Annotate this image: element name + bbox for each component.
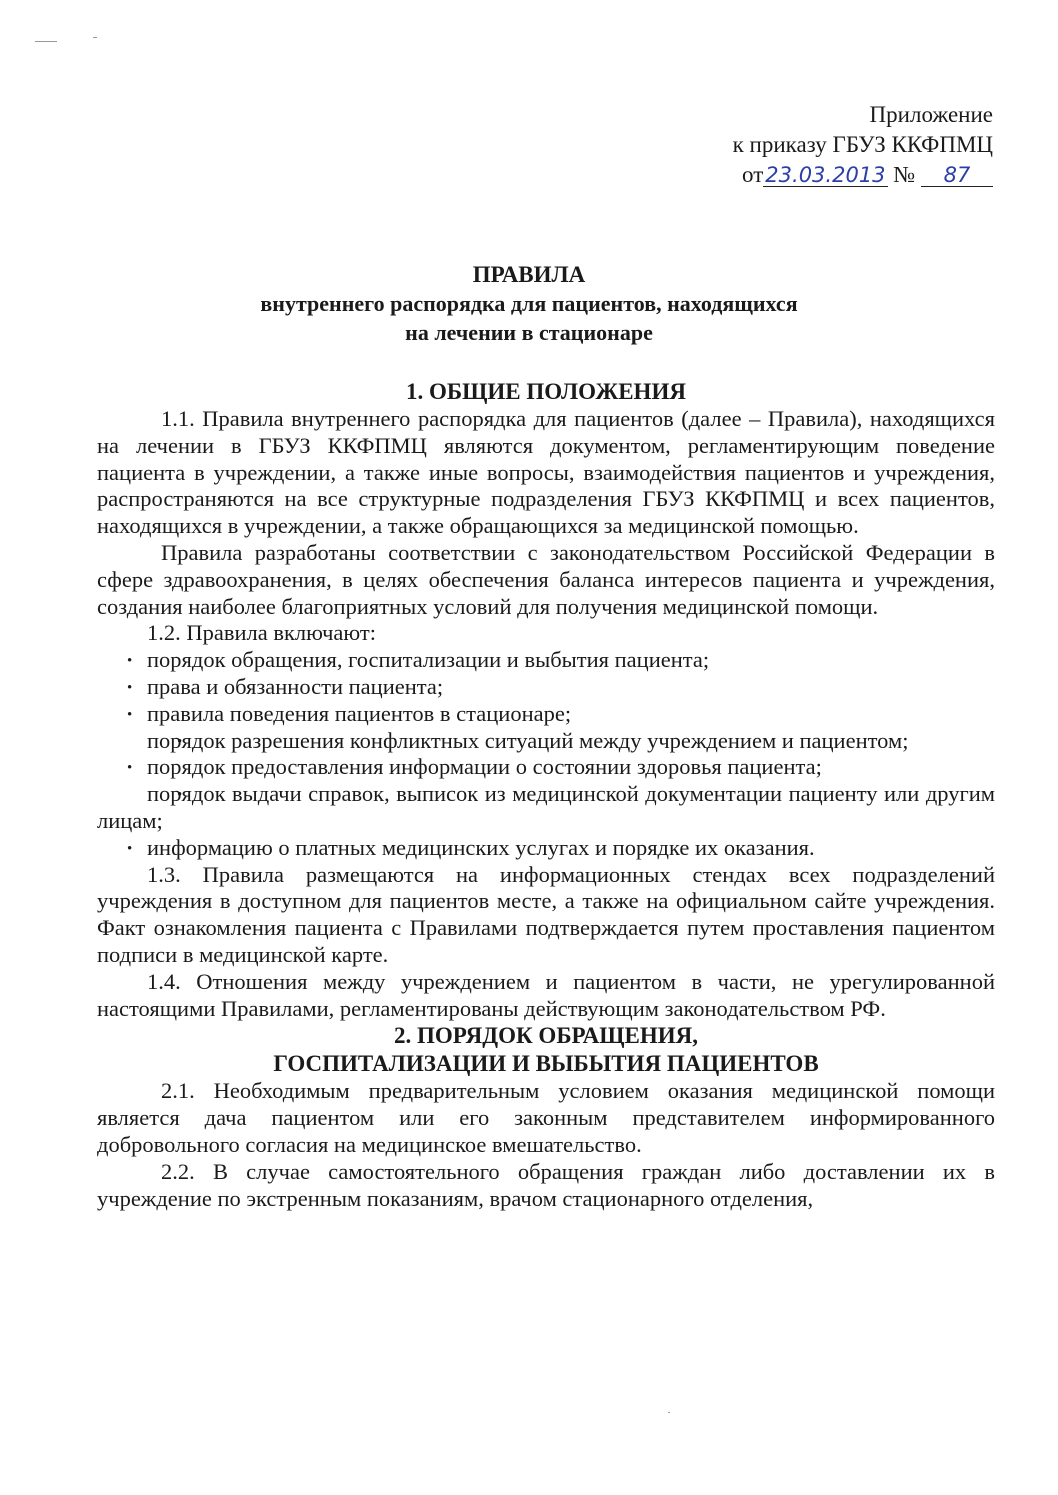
list-item: • порядок разрешения конфликтных ситуаций между учреждением и пациентом; xyxy=(97,728,995,755)
number-sign: № xyxy=(893,162,916,187)
order-date-number-line xyxy=(733,160,993,190)
paragraph-2-2: 2.2. В случае самостоятельного обращения граждан либо доставлении их в учреждение по экстренным показаниям, врачом стационарного отделения, xyxy=(97,1158,995,1211)
paragraph-1-2: 1.2. Правила включают: xyxy=(147,620,376,646)
paragraph-1-4: 1.4. Отношения между учреждением и пациентом в части, не урегулированной настоящими Правилами, регламентированы действующим законодательством РФ. xyxy=(97,968,995,1021)
document-body xyxy=(97,378,995,1212)
list-item: • порядок обращения, госпитализации и выбытия пациента; xyxy=(97,647,995,674)
order-reference: к приказу ГБУЗ ККФПМЦ xyxy=(732,132,993,157)
list-item: • правила поведения пациентов в стационаре; xyxy=(97,701,995,728)
paragraph-2-1: 2.1. Необходимым предварительным условием оказания медицинской помощи является дача пациентом или его законным представителем информированного добровольного согласия на медицинское вмешательство. xyxy=(97,1078,995,1157)
scan-speck xyxy=(93,37,97,38)
date-prefix: от xyxy=(742,162,764,187)
paragraph-1-3: 1.3. Правила размещаются на информационных стендах всех подразделений учреждения в доступном для пациентов месте, а также на официальном сайте учреждения. Факт ознакомления пациента с Правилами подтверждается путем проставления пациентом подписи в медицинской карте. xyxy=(97,861,995,967)
section-2-heading-line1: 2. ПОРЯДОК ОБРАЩЕНИЯ, xyxy=(394,1023,698,1049)
document-subtitle-line1: внутреннего распорядка для пациентов, находящихся xyxy=(260,291,798,316)
list-item: • права и обязанности пациента; xyxy=(97,674,995,701)
list-item: • порядок выдачи справок, выписок из медицинской документации пациенту или другим лицам; xyxy=(97,781,995,835)
handwritten-date: 23.03.2013 xyxy=(765,163,886,187)
list-item: • информацию о платных медицинских услугах и порядке их оказания. xyxy=(97,835,995,862)
appendix-label: Приложение xyxy=(869,102,993,127)
scan-speck xyxy=(35,41,57,42)
appendix-block xyxy=(733,100,993,190)
paragraph-1-1: 1.1. Правила внутреннего распорядка для пациентов (далее – Правила), находящихся на лечении в ГБУЗ ККФПМЦ являются документом, регламентирующим поведение пациента в учреждении, а также иные вопросы, взаимодействия пациентов и учреждения, распространяются на все структурные подразделения ГБУЗ ККФПМЦ и всех пациентов, находящихся в учреждении, а также обращающихся за медицинской помощью. xyxy=(97,406,995,539)
list-item: • порядок предоставления информации о состоянии здоровья пациента; xyxy=(97,754,995,781)
section-2-heading-line2: ГОСПИТАЛИЗАЦИИ И ВЫБЫТИЯ ПАЦИЕНТОВ xyxy=(273,1051,819,1077)
scan-speck xyxy=(668,1412,670,1413)
document-title: ПРАВИЛА xyxy=(472,262,586,287)
document-title-block xyxy=(0,260,1058,347)
handwritten-order-number: 87 xyxy=(921,164,993,187)
document-subtitle-line2: на лечении в стационаре xyxy=(405,320,653,345)
section-1-heading: 1. ОБЩИЕ ПОЛОЖЕНИЯ xyxy=(406,379,686,404)
paragraph-1-1-continued: Правила разработаны соответствии с законодательством Российской Федерации в сфере здравоохранения, в целях обеспечения баланса интересов пациента и учреждения, создания наиболее благоприятных условий для получения медицинской помощи. xyxy=(97,539,995,619)
